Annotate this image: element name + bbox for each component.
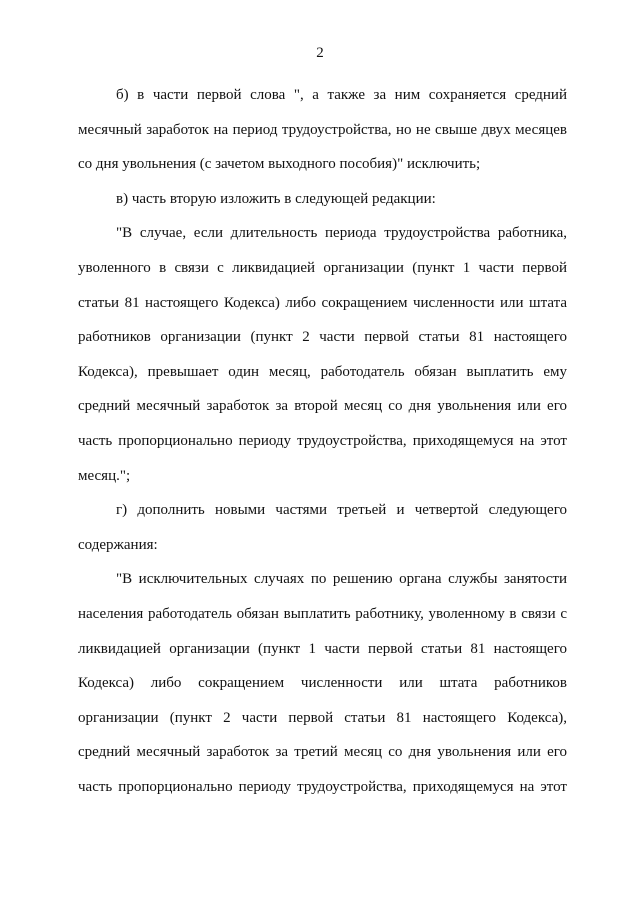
text-line: со дня увольнения (с зачетом выходного пособия)" исключить; [78, 156, 481, 173]
text-line: г) дополнить новыми частями третьей и четвертой следующего [116, 502, 567, 519]
text-line: в) часть вторую изложить в следующей редакции: [116, 190, 436, 207]
text-line: уволенного в связи с ликвидацией организации (пункт 1 части первой [78, 259, 567, 276]
text-line: "В случае, если длительность периода трудоустройства работника, [116, 225, 567, 242]
text-line: организации (пункт 2 части первой статьи 81 настоящего Кодекса), [78, 709, 567, 726]
text-line: Кодекса) либо сокращением численности или штата работников [78, 675, 567, 692]
text-line: средний месячный заработок за второй месяц со дня увольнения или его [78, 398, 567, 415]
text-line: месячный заработок на период трудоустройства, но не свыше двух месяцев [78, 121, 567, 138]
text-line: б) в части первой слова ", а также за ним сохраняется средний [116, 87, 567, 103]
text-line: статьи 81 настоящего Кодекса) либо сокращением численности или штата [78, 294, 567, 311]
text-line: "В исключительных случаях по решению органа службы занятости [116, 571, 567, 588]
page-number: 2 [316, 45, 324, 61]
text-line: средний месячный заработок за третий месяц со дня увольнения или его [78, 744, 567, 761]
document-body [78, 78, 567, 804]
text-line: часть пропорционально периоду трудоустройства, приходящемуся на этот [78, 432, 567, 449]
text-line: месяц."; [78, 467, 131, 484]
text-line: населения работодатель обязан выплатить работнику, уволенному в связи с [78, 605, 567, 622]
text-line: содержания: [78, 536, 158, 553]
text-line: часть пропорционально периоду трудоустройства, приходящемуся на этот [78, 778, 567, 795]
text-line: Кодекса), превышает один месяц, работодатель обязан выплатить ему [78, 363, 567, 380]
text-line: ликвидацией организации (пункт 1 части первой статьи 81 настоящего [78, 640, 567, 657]
text-line: работников организации (пункт 2 части первой статьи 81 настоящего [78, 329, 567, 346]
